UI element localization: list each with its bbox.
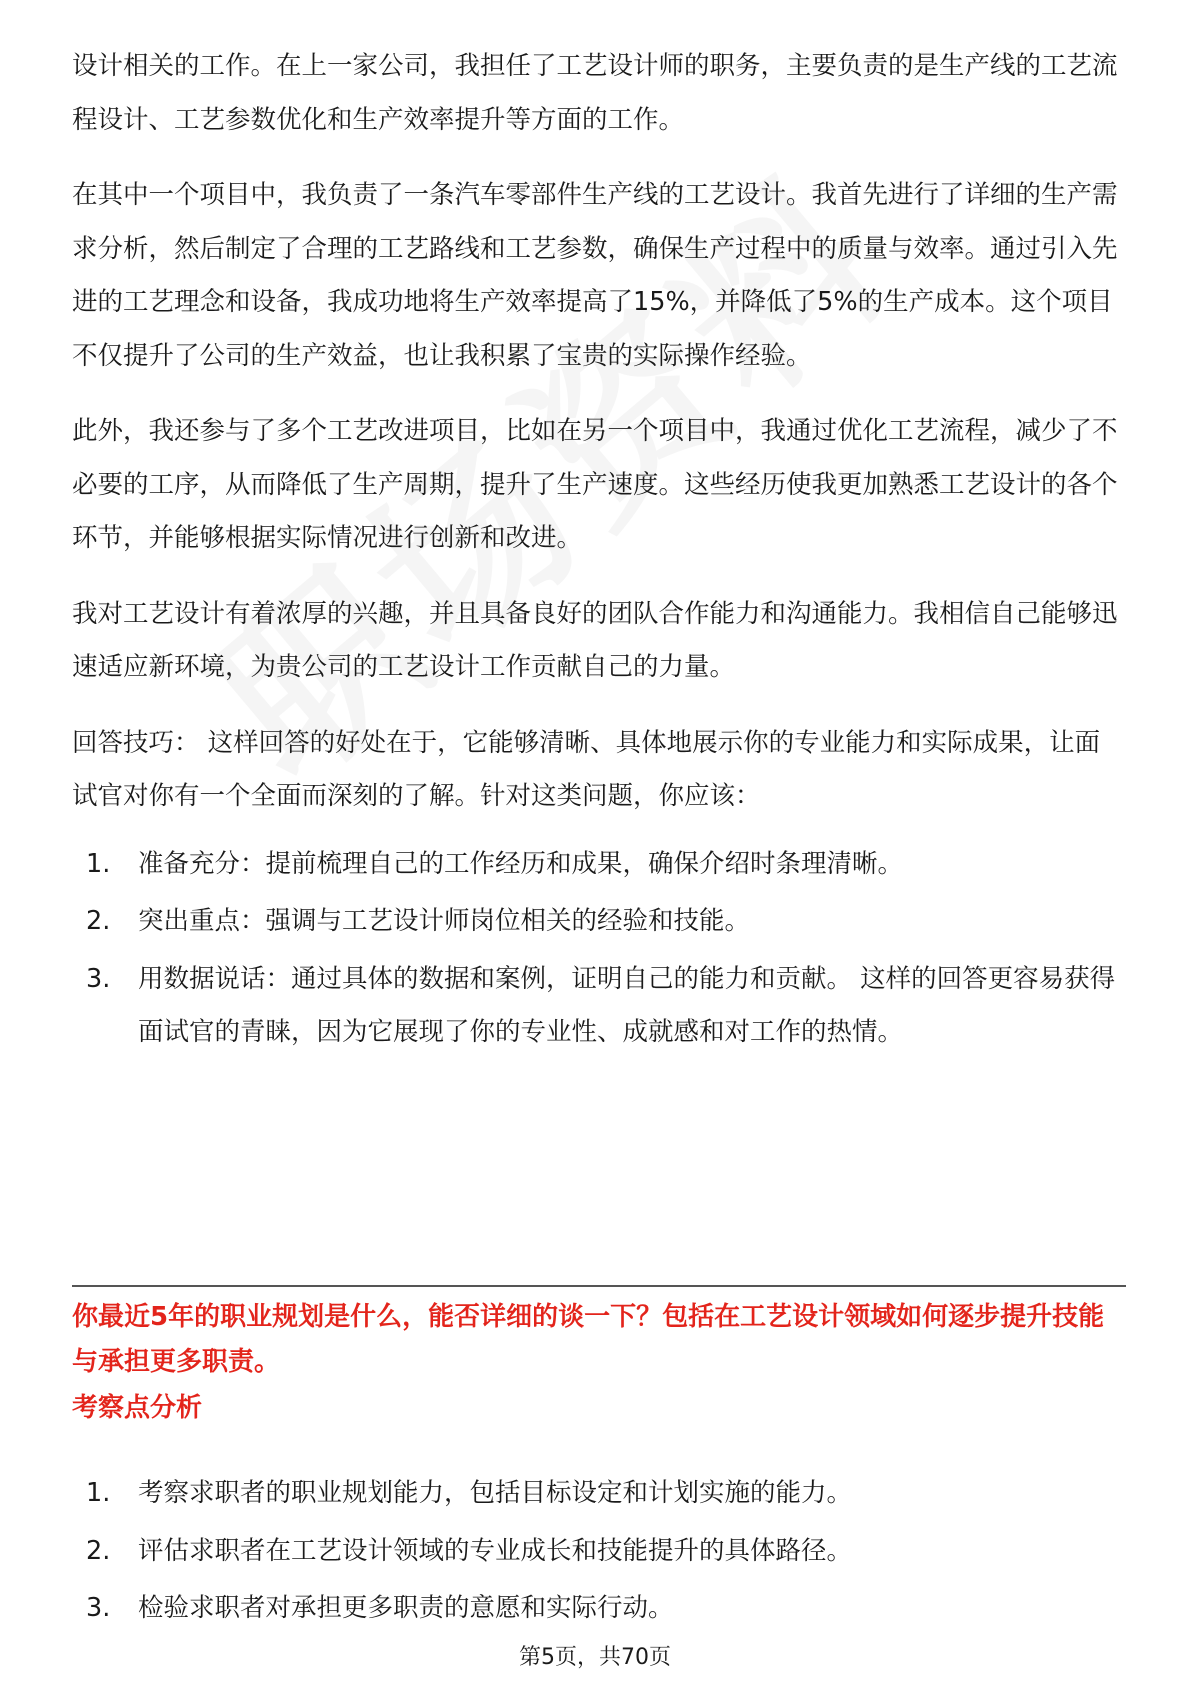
- document-body: [72, 40, 1122, 1064]
- paragraph-project: 在其中一个项目中，我负责了一条汽车零部件生产线的工艺设计。我首先进行了详细的生产需求分析，然后制定了合理的工艺路线和工艺参数，确保生产过程中的质量与效率。通过引入先进的工艺理念和设备，我成功地将生产效率提高了15%，并降低了5%的生产成本。这个项目不仅提升了公司的生产效益，也让我积累了宝贵的实际操作经验。: [72, 180, 1118, 371]
- question-title: 你最近5年的职业规划是什么，能否详细的谈一下？包括在工艺设计领域如何逐步提升技能与承担更多职责。: [72, 1302, 1105, 1377]
- list-item: 2. 评估求职者在工艺设计领域的专业成长和技能提升的具体路径。: [86, 1535, 853, 1566]
- page-number: 第5页，共70页: [519, 1645, 671, 1670]
- list-item: 1. 考察求职者的职业规划能力，包括目标设定和计划实施的能力。: [86, 1478, 853, 1508]
- analysis-heading: 考察点分析: [72, 1393, 203, 1423]
- paragraph-intro: 设计相关的工作。在上一家公司，我担任了工艺设计师的职务，主要负责的是生产线的工艺流程设计、工艺参数优化和生产效率提升等方面的工作。: [72, 51, 1118, 135]
- paragraph-improvement: 此外，我还参与了多个工艺改进项目，比如在另一个项目中，我通过优化工艺流程，减少了不必要的工序，从而降低了生产周期，提升了生产速度。这些经历使我更加熟悉工艺设计的各个环节，并能够根据实际情况进行创新和改进。: [72, 416, 1118, 553]
- list-item: 1. 准备充分：提前梳理自己的工作经历和成果，确保介绍时条理清晰。: [86, 848, 904, 879]
- analysis-list: [72, 1467, 1122, 1640]
- section-divider: [72, 1285, 1126, 1287]
- paragraph-interest: 我对工艺设计有着浓厚的兴趣，并且具备良好的团队合作能力和沟通能力。我相信自己能够迅速适应新环境，为贵公司的工艺设计工作贡献自己的力量。: [72, 598, 1118, 682]
- paragraph-answer-tips: 回答技巧： 这样回答的好处在于，它能够清晰、具体地展示你的专业能力和实际成果，让面试官对你有一个全面而深刻的了解。针对这类问题，你应该：: [72, 727, 1101, 811]
- list-item: 2. 突出重点：强调与工艺设计师岗位相关的经验和技能。: [86, 906, 751, 936]
- list-item: 3. 用数据说话：通过具体的数据和案例，证明自己的能力和贡献。 这样的回答更容易获得面试官的青睐，因为它展现了你的专业性、成就感和对工作的热情。: [86, 963, 1116, 1047]
- tips-list: [72, 838, 1122, 1060]
- list-item: 3. 检验求职者对承担更多职责的意愿和实际行动。: [86, 1593, 674, 1623]
